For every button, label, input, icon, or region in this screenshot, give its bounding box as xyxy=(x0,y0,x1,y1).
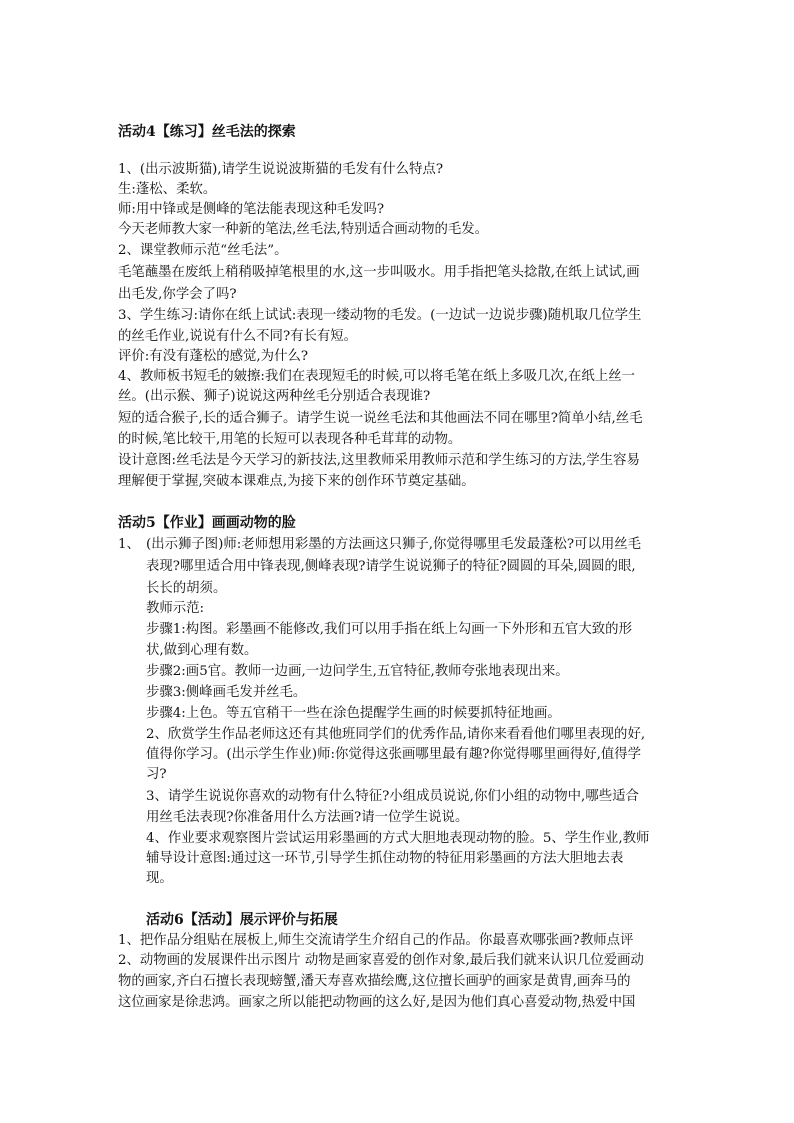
section-5-line-2: 表现?哪里适合用中锋表现,侧峰表现?请学生说说狮子的特征?圆圆的耳朵,圆圆的眼, xyxy=(146,559,636,574)
section-4-line-1: 1、(出示波斯猫),请学生说说波斯猫的毛发有什么特点? xyxy=(118,162,443,177)
section-4-line-10: 评价:有没有蓬松的感觉,为什么? xyxy=(118,349,309,364)
section-4-title: 活动4【练习】丝毛法的探索 xyxy=(118,124,296,140)
section-5-line-7: 步骤2:画5官。教师一边画,一边问学生,五官特征,教师夸张地表现出来。 xyxy=(146,664,569,679)
section-4-line-8: 3、学生练习:请你在纸上试试:表现一缕动物的毛发。(一边试一边说步骤)随机取几位学生 xyxy=(118,308,642,323)
section-5-line-17: 现。 xyxy=(146,871,173,886)
section-4-line-12: 丝。(出示猴、狮子)说说这两种丝毛分别适合表现谁? xyxy=(118,389,431,404)
section-5-line-8: 步骤3:侧峰画毛发并丝毛。 xyxy=(146,685,307,700)
section-5-title: 活动5【作业】画画动物的脸 xyxy=(118,515,296,531)
section-5-line-14: 用丝毛法表现?你准备用什么方法画?请一位学生说说。 xyxy=(146,810,469,825)
section-4-line-5: 2、课堂教师示范“丝毛法”。 xyxy=(118,243,288,258)
section-4-line-15: 设计意图:丝毛法是今天学习的新技法,这里教师采用教师示范和学生练习的方法,学生容易 xyxy=(118,453,640,468)
section-5-line-1: (出示狮子图)师:老师想用彩墨的方法画这只狮子,你觉得哪里毛发最蓬松?可以用丝毛 xyxy=(146,537,642,552)
section-4-line-4: 今天老师教大家一种新的笔法,丝毛法,特别适合画动物的毛发。 xyxy=(118,222,489,237)
section-5-line-12: 习? xyxy=(146,767,167,782)
section-5-line-3: 长长的胡须。 xyxy=(146,581,227,596)
section-6-line-2: 2、动物画的发展课件出示图片 动物是画家喜爱的创作对象,最后我们就来认识几位爱画动 xyxy=(118,953,644,968)
section-4-line-7: 出毛发,你学会了吗? xyxy=(118,287,237,302)
section-5-line-9: 步骤4:上色。等五官稍干一些在涂色提醒学生画的时候要抓特征地画。 xyxy=(146,706,561,721)
section-4-line-16: 理解便于掌握,突破本课难点,为接下来的创作环节奠定基础。 xyxy=(118,474,475,489)
section-4-line-2: 生:蓬松、柔软。 xyxy=(118,182,217,197)
section-5-line-16: 辅导设计意图:通过这一环节,引导学生抓住动物的特征用彩墨画的方法大胆地去表 xyxy=(146,851,624,866)
section-5-line-6: 状,做到心理有数。 xyxy=(146,643,258,658)
section-5-item-number: 1、 xyxy=(118,537,140,552)
section-6-line-1: 1、把作品分组贴在展板上,师生交流请学生介绍自己的作品。你最喜欢哪张画?教师点评 xyxy=(118,933,634,948)
section-4-line-6: 毛笔蘸墨在废纸上稍稍吸掉笔根里的水,这一步叫吸水。用手指把笔头捻散,在纸上试试,画 xyxy=(118,265,640,280)
section-5-line-11: 值得你学习。(出示学生作业)师:你觉得这张画哪里最有趣?你觉得哪里画得好,值得学 xyxy=(146,747,642,762)
section-6-line-4: 这位画家是徐悲鸿。画家之所以能把动物画的这么好,是因为他们真心喜爱动物,热爱中国 xyxy=(118,995,636,1010)
section-4-line-13: 短的适合猴子,长的适合狮子。请学生说一说丝毛法和其他画法不同在哪里?简单小结,丝毛 xyxy=(118,411,643,426)
section-5-line-4: 教师示范: xyxy=(146,601,205,616)
section-5-line-15: 4、作业要求观察图片尝试运用彩墨画的方式大胆地表现动物的脸。5、学生作业,教师 xyxy=(146,831,650,846)
section-4-line-3: 师:用中锋或是侧峰的笔法能表现这种毛发吗? xyxy=(118,202,385,217)
section-5-line-13: 3、请学生说说你喜欢的动物有什么特征?小组成员说说,你们小组的动物中,哪些适合 xyxy=(146,789,639,804)
section-4-line-9: 的丝毛作业,说说有什么不同?有长有短。 xyxy=(118,329,358,344)
section-5-line-5: 步骤1:构图。彩墨画不能修改,我们可以用手指在纸上勾画一下外形和五官大致的形 xyxy=(146,622,632,637)
section-4-line-14: 的时候,笔比较干,用笔的长短可以表现各种毛茸茸的动物。 xyxy=(118,432,462,447)
section-5-line-10: 2、欣赏学生作品老师这还有其他班同学们的优秀作品,请你来看看他们哪里表现的好, xyxy=(146,727,646,742)
section-6-title: 活动6【活动】展示评价与拓展 xyxy=(146,912,338,928)
section-6-line-3: 物的画家,齐白石擅长表现螃蟹,潘天寿喜欢描绘鹰,这位擅长画驴的画家是黄胄,画奔马的 xyxy=(118,974,631,989)
section-4-line-11: 4、教师板书短毛的皴擦:我们在表现短毛的时候,可以将毛笔在纸上多吸几次,在纸上丝一 xyxy=(118,369,635,384)
